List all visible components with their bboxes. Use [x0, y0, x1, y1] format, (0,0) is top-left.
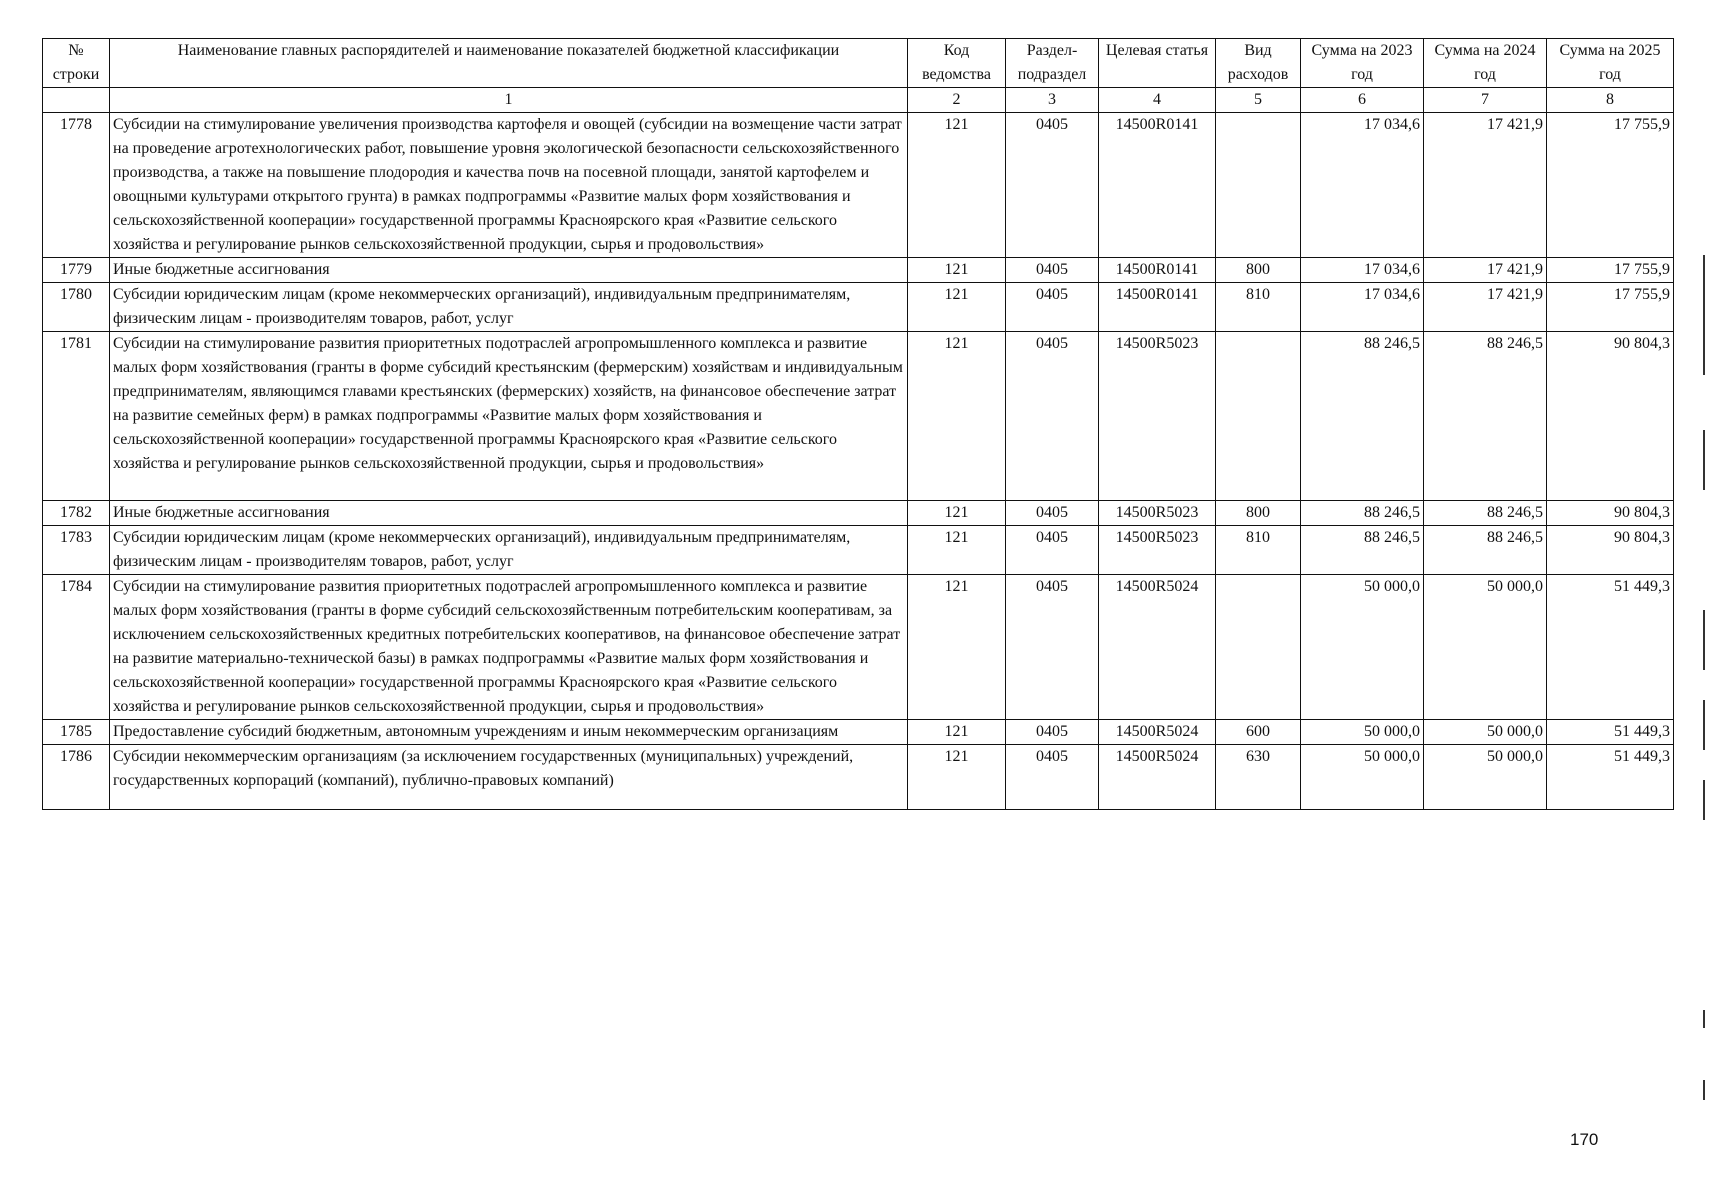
- row-expense-type: 810: [1216, 526, 1301, 575]
- scan-mark: [1703, 1010, 1705, 1028]
- row-sum-2025: 51 449,3: [1547, 720, 1674, 745]
- table-row: [43, 720, 1674, 745]
- header-name: Наименование главных распорядителей и наименование показателей бюджетной классификации: [110, 39, 908, 88]
- column-number-blank: [43, 88, 110, 113]
- column-number: 6: [1301, 88, 1424, 113]
- row-expense-type: 600: [1216, 720, 1301, 745]
- scan-mark: [1703, 780, 1705, 820]
- row-sum-2023: 17 034,6: [1301, 258, 1424, 283]
- row-name: Субсидии на стимулирование развития приоритетных подотраслей агропромышленного комплекса и развитие малых форм хозяйствования (гранты в форме субсидий крестьянским (фермерским) хозяйствам и индивидуальным предпринимателям, являющимся главами крестьянских (фермерских) хозяйств, на финансовое обеспечение затрат на развитие семейных ферм) в рамках подпрограммы «Развитие малых форм хозяйствования и сельскохозяйственной кооперации» государственной программы Красноярского края «Развитие сельского хозяйства и регулирование рынков сельскохозяйственной продукции, сырья и продовольствия»: [110, 332, 908, 501]
- row-sum-2025: 17 755,9: [1547, 113, 1674, 258]
- scan-edge-marks: [1701, 0, 1707, 1200]
- column-number-row: [43, 88, 1674, 113]
- scan-mark: [1703, 255, 1705, 375]
- row-section: 0405: [1006, 720, 1099, 745]
- row-number: 1784: [43, 575, 110, 720]
- row-sum-2023: 88 246,5: [1301, 526, 1424, 575]
- row-section: 0405: [1006, 575, 1099, 720]
- row-section: 0405: [1006, 283, 1099, 332]
- row-dept-code: 121: [908, 720, 1006, 745]
- row-name: Субсидии на стимулирование развития приоритетных подотраслей агропромышленного комплекса и развитие малых форм хозяйствования (гранты в форме субсидий сельскохозяйственным потребительским кооперативам, за исключением сельскохозяйственных кредитных потребительских кооперативов, на финансовое обеспечение затрат на развитие материально-технической базы) в рамках подпрограммы «Развитие малых форм хозяйствования и сельскохозяйственной кооперации» государственной программы Красноярского края «Развитие сельского хозяйства и регулирование рынков сельскохозяйственной продукции, сырья и продовольствия»: [110, 575, 908, 720]
- header-sum-2025: Сумма на 2025 год: [1547, 39, 1674, 88]
- row-sum-2024: 17 421,9: [1424, 283, 1547, 332]
- header-row-no: № строки: [43, 39, 110, 88]
- row-section: 0405: [1006, 113, 1099, 258]
- row-sum-2023: 50 000,0: [1301, 575, 1424, 720]
- table-row: [43, 283, 1674, 332]
- row-number: 1779: [43, 258, 110, 283]
- row-sum-2025: 90 804,3: [1547, 501, 1674, 526]
- row-number: 1785: [43, 720, 110, 745]
- row-name: Иные бюджетные ассигнования: [110, 501, 908, 526]
- row-number: 1786: [43, 745, 110, 810]
- column-number: 8: [1547, 88, 1674, 113]
- header-sum-2023: Сумма на 2023 год: [1301, 39, 1424, 88]
- row-section: 0405: [1006, 745, 1099, 810]
- column-number: 2: [908, 88, 1006, 113]
- row-sum-2024: 88 246,5: [1424, 526, 1547, 575]
- row-dept-code: 121: [908, 332, 1006, 501]
- row-sum-2025: 17 755,9: [1547, 258, 1674, 283]
- row-sum-2025: 51 449,3: [1547, 575, 1674, 720]
- row-target: 14500R5023: [1099, 332, 1216, 501]
- row-sum-2023: 50 000,0: [1301, 720, 1424, 745]
- row-section: 0405: [1006, 332, 1099, 501]
- row-target: 14500R0141: [1099, 283, 1216, 332]
- row-sum-2024: 88 246,5: [1424, 501, 1547, 526]
- row-name: Предоставление субсидий бюджетным, автономным учреждениям и иным некоммерческим организациям: [110, 720, 908, 745]
- table-row: [43, 113, 1674, 258]
- column-number: 4: [1099, 88, 1216, 113]
- row-expense-type: 630: [1216, 745, 1301, 810]
- table-row: [43, 501, 1674, 526]
- scan-mark: [1703, 610, 1705, 670]
- row-expense-type: [1216, 332, 1301, 501]
- row-number: 1783: [43, 526, 110, 575]
- row-name: Субсидии юридическим лицам (кроме некоммерческих организаций), индивидуальным предпринимателям, физическим лицам - производителям товаров, работ, услуг: [110, 283, 908, 332]
- scan-mark: [1703, 1080, 1705, 1100]
- row-expense-type: 800: [1216, 501, 1301, 526]
- row-dept-code: 121: [908, 258, 1006, 283]
- row-sum-2024: 50 000,0: [1424, 575, 1547, 720]
- row-sum-2025: 51 449,3: [1547, 745, 1674, 810]
- row-sum-2024: 17 421,9: [1424, 258, 1547, 283]
- row-number: 1781: [43, 332, 110, 501]
- row-sum-2024: 50 000,0: [1424, 720, 1547, 745]
- column-number: 3: [1006, 88, 1099, 113]
- row-expense-type: [1216, 575, 1301, 720]
- row-sum-2025: 90 804,3: [1547, 526, 1674, 575]
- row-sum-2023: 88 246,5: [1301, 332, 1424, 501]
- row-number: 1782: [43, 501, 110, 526]
- header-expense-type: Вид расходов: [1216, 39, 1301, 88]
- row-section: 0405: [1006, 501, 1099, 526]
- row-sum-2024: 17 421,9: [1424, 113, 1547, 258]
- column-number: 7: [1424, 88, 1547, 113]
- header-sum-2024: Сумма на 2024 год: [1424, 39, 1547, 88]
- row-sum-2025: 17 755,9: [1547, 283, 1674, 332]
- row-section: 0405: [1006, 526, 1099, 575]
- table-row: [43, 745, 1674, 810]
- scan-mark: [1703, 700, 1705, 750]
- row-expense-type: [1216, 113, 1301, 258]
- column-number: 1: [110, 88, 908, 113]
- row-target: 14500R5024: [1099, 575, 1216, 720]
- row-name: Субсидии некоммерческим организациям (за исключением государственных (муниципальных) учреждений, государственных корпораций (компаний), публично-правовых компаний): [110, 745, 908, 810]
- row-name: Субсидии юридическим лицам (кроме некоммерческих организаций), индивидуальным предпринимателям, физическим лицам - производителям товаров, работ, услуг: [110, 526, 908, 575]
- budget-table: [42, 38, 1674, 810]
- row-section: 0405: [1006, 258, 1099, 283]
- row-dept-code: 121: [908, 745, 1006, 810]
- row-sum-2023: 50 000,0: [1301, 745, 1424, 810]
- row-target: 14500R0141: [1099, 258, 1216, 283]
- table-row: [43, 575, 1674, 720]
- header-target: Целевая статья: [1099, 39, 1216, 88]
- row-name: Субсидии на стимулирование увеличения производства картофеля и овощей (субсидии на возмещение части затрат на проведение агротехнологических работ, повышение уровня экологической безопасности сельскохозяйственного производства, а также на повышение плодородия и качества почв на посевной площади, занятой картофелем и овощными культурами открытого грунта) в рамках подпрограммы «Развитие малых форм хозяйствования и сельскохозяйственной кооперации» государственной программы Красноярского края «Развитие сельского хозяйства и регулирование рынков сельскохозяйственной продукции, сырья и продовольствия»: [110, 113, 908, 258]
- row-number: 1778: [43, 113, 110, 258]
- row-target: 14500R5023: [1099, 526, 1216, 575]
- table-row: [43, 526, 1674, 575]
- row-sum-2024: 88 246,5: [1424, 332, 1547, 501]
- row-target: 14500R0141: [1099, 113, 1216, 258]
- row-number: 1780: [43, 283, 110, 332]
- row-dept-code: 121: [908, 501, 1006, 526]
- row-sum-2025: 90 804,3: [1547, 332, 1674, 501]
- row-sum-2023: 17 034,6: [1301, 283, 1424, 332]
- row-name: Иные бюджетные ассигнования: [110, 258, 908, 283]
- row-sum-2024: 50 000,0: [1424, 745, 1547, 810]
- header-dept-code: Код ведомства: [908, 39, 1006, 88]
- row-dept-code: 121: [908, 575, 1006, 720]
- table-row: [43, 258, 1674, 283]
- row-expense-type: 810: [1216, 283, 1301, 332]
- row-target: 14500R5024: [1099, 720, 1216, 745]
- column-number: 5: [1216, 88, 1301, 113]
- table-row: [43, 332, 1674, 501]
- header-row: [43, 39, 1674, 88]
- row-target: 14500R5024: [1099, 745, 1216, 810]
- row-dept-code: 121: [908, 283, 1006, 332]
- scan-mark: [1703, 430, 1705, 490]
- row-dept-code: 121: [908, 113, 1006, 258]
- row-dept-code: 121: [908, 526, 1006, 575]
- row-sum-2023: 17 034,6: [1301, 113, 1424, 258]
- page-number: 170: [1570, 1130, 1599, 1149]
- header-section: Раздел-подраздел: [1006, 39, 1099, 88]
- row-expense-type: 800: [1216, 258, 1301, 283]
- row-sum-2023: 88 246,5: [1301, 501, 1424, 526]
- row-target: 14500R5023: [1099, 501, 1216, 526]
